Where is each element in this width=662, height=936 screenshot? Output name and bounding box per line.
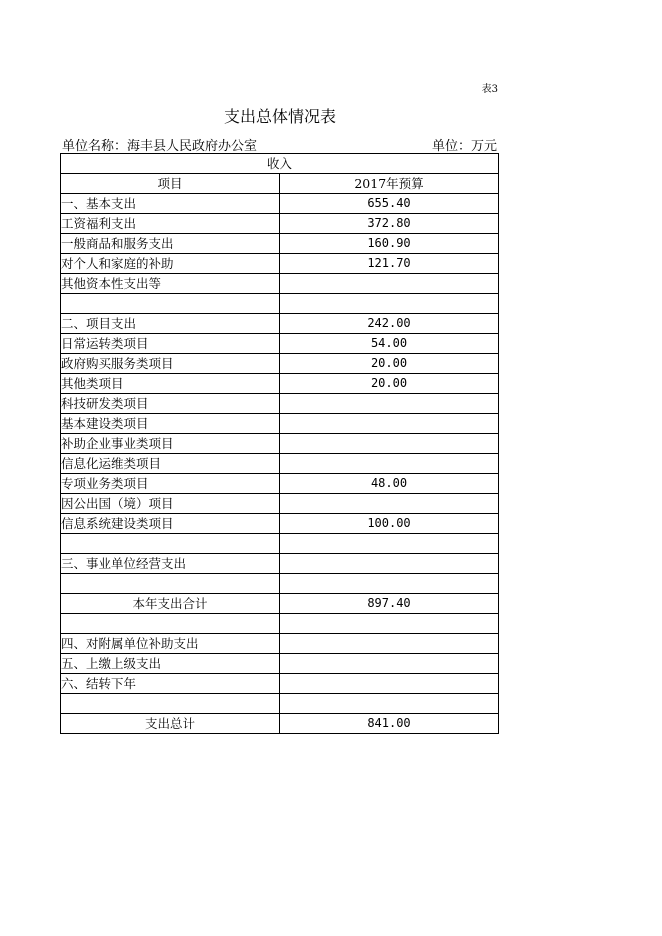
table-row — [61, 514, 499, 534]
table-row — [61, 474, 499, 494]
table-row — [61, 694, 499, 714]
table-row — [61, 294, 499, 314]
row-budget-cell — [280, 634, 499, 654]
row-budget-cell: 655.40 — [280, 194, 499, 214]
row-item-cell: 三、事业单位经营支出 — [61, 554, 280, 574]
row-item-cell: 因公出国（境）项目 — [61, 494, 280, 514]
unit-name-label: 单位名称：海丰县人民政府办公室 — [62, 139, 258, 154]
table-row — [61, 434, 499, 454]
table-row — [61, 634, 499, 654]
row-budget-cell: 20.00 — [280, 354, 499, 374]
row-budget-cell: 121.70 — [280, 254, 499, 274]
table-row — [61, 274, 499, 294]
row-item-cell: 信息系统建设类项目 — [61, 514, 280, 534]
row-budget-cell — [280, 534, 499, 554]
table-column-header-row — [61, 174, 499, 194]
row-budget-cell — [280, 614, 499, 634]
row-budget-cell: 242.00 — [280, 314, 499, 334]
table-row — [61, 334, 499, 354]
row-budget-cell — [280, 454, 499, 474]
table-row — [61, 414, 499, 434]
row-budget-cell: 100.00 — [280, 514, 499, 534]
currency-unit-label: 单位：万元 — [431, 139, 497, 154]
expenditure-table — [60, 153, 499, 734]
row-budget-cell — [280, 294, 499, 314]
table-row — [61, 574, 499, 594]
row-item-cell: 科技研发类项目 — [61, 394, 280, 414]
row-item-cell — [61, 614, 280, 634]
row-budget-cell — [280, 554, 499, 574]
row-item-cell: 五、上缴上级支出 — [61, 654, 280, 674]
row-item-cell: 六、结转下年 — [61, 674, 280, 694]
row-item-cell: 补助企业事业类项目 — [61, 434, 280, 454]
row-item-cell: 信息化运维类项目 — [61, 454, 280, 474]
row-item-cell — [61, 574, 280, 594]
table-row — [61, 354, 499, 374]
row-budget-cell: 48.00 — [280, 474, 499, 494]
row-item-cell: 工资福利支出 — [61, 214, 280, 234]
row-item-cell — [61, 694, 280, 714]
item-column-header: 项目 — [61, 174, 280, 194]
table-row — [61, 454, 499, 474]
table-row — [61, 554, 499, 574]
row-budget-cell — [280, 414, 499, 434]
table-row — [61, 314, 499, 334]
page-title: 支出总体情况表 — [223, 107, 336, 126]
row-budget-cell — [280, 574, 499, 594]
row-budget-cell: 372.80 — [280, 214, 499, 234]
table-row — [61, 194, 499, 214]
row-item-cell: 本年支出合计 — [61, 594, 280, 614]
row-budget-cell — [280, 394, 499, 414]
row-item-cell — [61, 534, 280, 554]
row-budget-cell: 841.00 — [280, 714, 499, 734]
row-item-cell: 四、对附属单位补助支出 — [61, 634, 280, 654]
row-budget-cell — [280, 694, 499, 714]
row-item-cell: 政府购买服务类项目 — [61, 354, 280, 374]
row-item-cell: 基本建设类项目 — [61, 414, 280, 434]
row-item-cell: 日常运转类项目 — [61, 334, 280, 354]
table-row — [61, 654, 499, 674]
row-budget-cell: 897.40 — [280, 594, 499, 614]
row-item-cell: 一般商品和服务支出 — [61, 234, 280, 254]
row-item-cell: 其他类项目 — [61, 374, 280, 394]
table-row — [61, 614, 499, 634]
table-row — [61, 214, 499, 234]
table-row — [61, 534, 499, 554]
row-budget-cell — [280, 494, 499, 514]
row-item-cell: 其他资本性支出等 — [61, 274, 280, 294]
table-row — [61, 374, 499, 394]
row-budget-cell — [280, 654, 499, 674]
row-budget-cell: 54.00 — [280, 334, 499, 354]
row-item-cell: 支出总计 — [61, 714, 280, 734]
row-item-cell: 专项业务类项目 — [61, 474, 280, 494]
table-row — [61, 714, 499, 734]
row-budget-cell — [280, 674, 499, 694]
table-row — [61, 494, 499, 514]
row-item-cell: 二、项目支出 — [61, 314, 280, 334]
table-row — [61, 234, 499, 254]
row-budget-cell: 20.00 — [280, 374, 499, 394]
table-number-label: 表3 — [481, 84, 498, 95]
row-item-cell: 一、基本支出 — [61, 194, 280, 214]
budget-column-header: 2017年预算 — [280, 174, 499, 194]
table-row — [61, 394, 499, 414]
row-item-cell: 对个人和家庭的补助 — [61, 254, 280, 274]
row-budget-cell — [280, 434, 499, 454]
table-row — [61, 254, 499, 274]
table-row — [61, 674, 499, 694]
income-header-cell: 收入 — [61, 154, 499, 174]
row-budget-cell: 160.90 — [280, 234, 499, 254]
row-item-cell — [61, 294, 280, 314]
table-header-row — [61, 154, 499, 174]
row-budget-cell — [280, 274, 499, 294]
table-row — [61, 594, 499, 614]
